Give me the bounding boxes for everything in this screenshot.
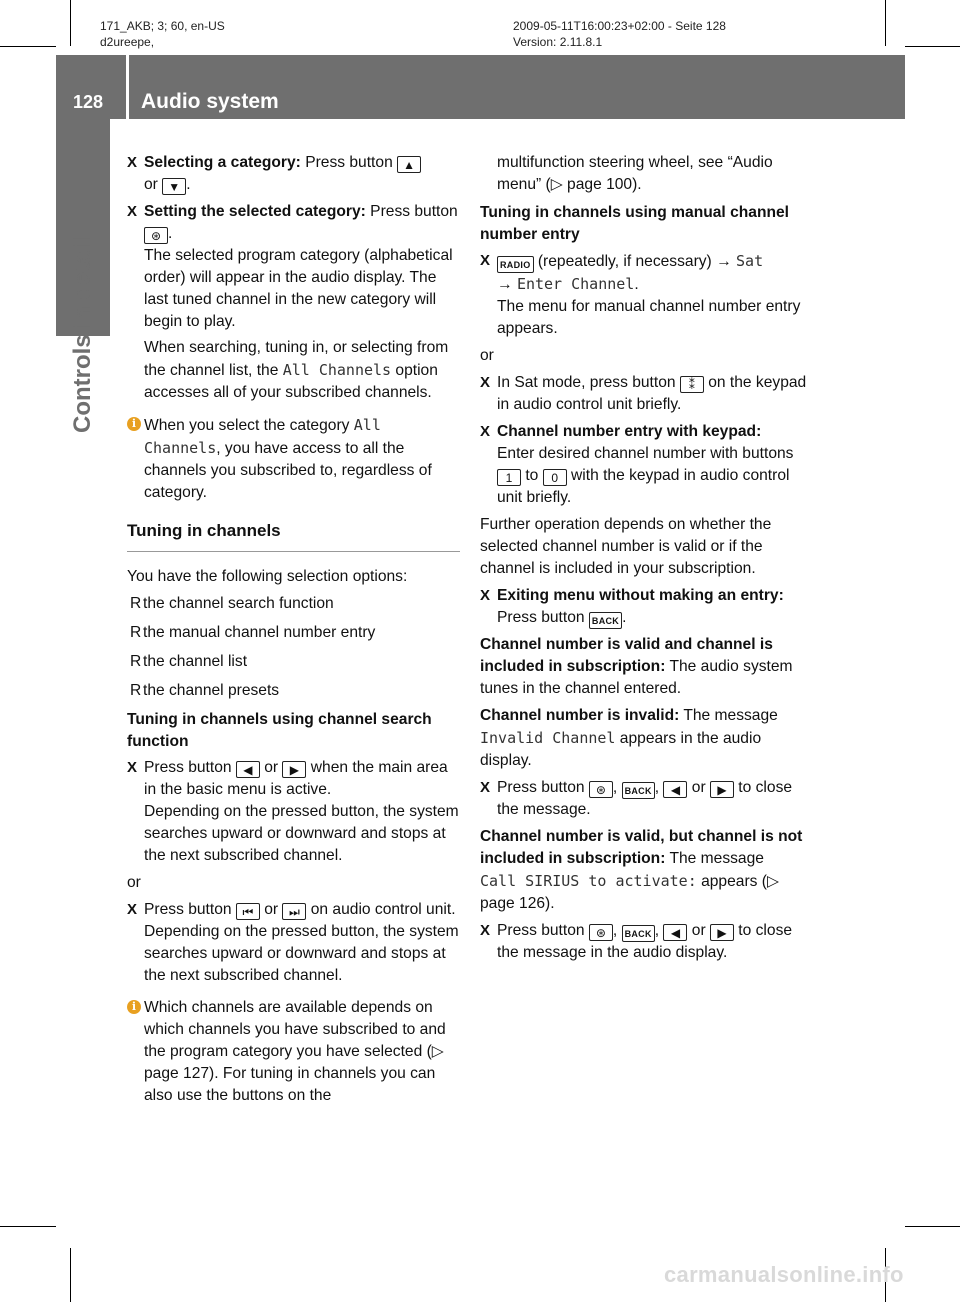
crop-mark (0, 46, 56, 47)
print-meta-line: 2009-05-11T16:00:23+02:00 - Seite 128 (513, 19, 726, 33)
bullet-icon: R (130, 682, 142, 699)
bullet-icon: R (130, 595, 142, 612)
crop-mark (70, 1248, 71, 1302)
bullet-icon: R (130, 653, 142, 670)
ok-key-icon: ⊛ (144, 227, 168, 244)
radio-key-icon: RADIO (497, 256, 534, 273)
list-item: R the channel search function (127, 593, 460, 615)
list-item: R the channel presets (127, 680, 460, 702)
step-detail: Enter desired channel number with buttons 1 to 0 with the keypad in audio control unit briefly. (497, 445, 794, 506)
body-text: Channel number is valid, but channel is not included in subscription: The message Call SIRIUS to activate: appears (▷ page 126). (480, 828, 803, 912)
ok-key-icon: ⊛ (589, 924, 613, 941)
instruction-step (480, 372, 814, 416)
step-detail: The menu for manual channel number entry appears. (497, 298, 801, 337)
back-key-icon: BACK (622, 925, 655, 942)
body-text: Channel number is valid and channel is included in subscription: The audio system tunes in the channel entered. (480, 636, 793, 697)
step-text: Press button ◀ or ▶ when the main area in the basic menu is active. (144, 759, 448, 798)
crop-mark (905, 46, 960, 47)
left-key-icon: ◀ (663, 924, 687, 941)
back-key-icon: BACK (589, 612, 622, 629)
page-header (56, 55, 905, 119)
watermark: carmanualsonline.info (664, 1262, 904, 1287)
info-text: When you select the category All Channels, you have access to all the channels you subscribed to, regardless of category. (144, 416, 432, 501)
crop-mark (70, 0, 71, 46)
print-meta-line: d2ureepe, (100, 35, 155, 49)
step-title: Exiting menu without making an entry: (497, 587, 784, 604)
step-arrow-icon: X (480, 922, 491, 939)
body-text: Further operation depends on whether the selected channel number is valid or if the channel is included in your subscription. (480, 516, 772, 577)
step-title: Channel number entry with keypad: (497, 423, 762, 440)
instruction-step (480, 777, 814, 821)
subsection-heading: Tuning in channels using channel search function (127, 711, 432, 750)
print-meta-right (513, 18, 726, 50)
down-key-icon: ▼ (162, 178, 186, 195)
hash-key-icon: ⁑ (680, 376, 704, 393)
step-detail: When searching, tuning in, or selecting from the channel list, the All Channels option accesses all of your subscribed channels. (144, 339, 449, 401)
right-key-icon: ▶ (710, 781, 734, 798)
step-arrow-icon: X (480, 252, 491, 269)
info-icon: i (127, 417, 141, 431)
ok-key-icon: ⊛ (589, 781, 613, 798)
step-text: Press button ⏮ or ⏭ on audio control unit. (144, 901, 456, 919)
body-text: Channel number is invalid: The message Invalid Channel appears in the audio display. (480, 707, 778, 769)
step-detail: Press button BACK . (497, 607, 814, 629)
right-key-icon: ▶ (282, 761, 306, 778)
step-arrow-icon: X (127, 203, 138, 220)
info-text: Which channels are available depends on which channels you have subscribed to and the program category you have selected (▷ page 127). For tuning in channels you can also use the buttons on the (144, 999, 446, 1104)
step-text: RADIO (repeatedly, if necessary) → Sat → Enter Channel. (497, 252, 764, 293)
page-number: 128 (73, 92, 104, 112)
section-heading: Tuning in channels (127, 520, 460, 552)
step-detail: Depending on the pressed button, the system searches upward or downward and stops at the next subscribed channel. (144, 923, 459, 984)
or-text: or (127, 874, 141, 891)
instruction-step (480, 920, 814, 964)
instruction-step (480, 421, 814, 509)
instruction-step (127, 757, 460, 867)
instruction-step (480, 585, 814, 629)
chapter-label (60, 133, 106, 433)
info-note (127, 414, 460, 504)
left-key-icon: ◀ (236, 761, 260, 778)
list-item: R the channel list (127, 651, 460, 673)
step-arrow-icon: X (127, 154, 138, 171)
next-track-key-icon: ⏭ (282, 903, 306, 920)
step-text: Press button ⊛ , BACK , ◀ or ▶ to close the message. (497, 779, 793, 818)
instruction-step (127, 201, 460, 404)
instruction-step (127, 899, 460, 987)
step-text: Selecting a category: Press button ▲ or ▼ . (144, 152, 460, 196)
left-key-icon: ◀ (663, 781, 687, 798)
step-arrow-icon: X (480, 423, 491, 440)
instruction-step (480, 250, 814, 340)
step-text: In Sat mode, press button ⁑ on the keypad in audio control unit briefly. (497, 374, 807, 413)
crop-mark (885, 0, 886, 46)
previous-track-key-icon: ⏮ (236, 903, 260, 920)
print-meta-line: Version: 2.11.8.1 (513, 35, 603, 49)
right-key-icon: ▶ (710, 924, 734, 941)
back-key-icon: BACK (622, 782, 655, 799)
step-arrow-icon: X (480, 779, 491, 796)
crop-mark (0, 1226, 56, 1227)
step-arrow-icon: X (480, 374, 491, 391)
page-reference[interactable]: (▷ page 127) (144, 1043, 444, 1082)
info-note (127, 997, 460, 1107)
intro-text: You have the following selection options: (127, 568, 408, 585)
step-arrow-icon: X (127, 901, 138, 918)
step-detail: Depending on the pressed button, the system searches upward or downward and stops at the next subscribed channel. (144, 803, 459, 864)
info-icon: i (127, 1000, 141, 1014)
step-detail: The selected program category (alphabetical order) will appear in the audio display. The last tuned channel in the new category will begin to play. (144, 247, 453, 330)
list-item: R the manual channel number entry (127, 622, 460, 644)
print-meta-left (100, 18, 225, 50)
header-divider (126, 55, 129, 119)
print-meta-line: 171_AKB; 3; 60, en-US (100, 19, 225, 33)
up-key-icon: ▲ (397, 156, 421, 173)
chapter-label-text: Controls in detail (69, 236, 96, 433)
subsection-heading: Tuning in channels using manual channel number entry (480, 204, 790, 243)
left-column (127, 152, 460, 1112)
bullet-icon: R (130, 624, 142, 641)
step-arrow-icon: X (127, 759, 138, 776)
crop-mark (905, 1226, 960, 1227)
digit-zero-key-icon: 0 (543, 469, 567, 486)
instruction-step (127, 152, 460, 196)
step-text: Setting the selected category: Press button ⊛ . (144, 203, 458, 243)
or-text: or (480, 347, 494, 364)
step-text: Press button ⊛ , BACK , ◀ or ▶ to close the message in the audio display. (497, 922, 793, 961)
continued-text: multifunction steering wheel, see “Audio menu” (▷ page 100). (497, 154, 773, 193)
right-column (480, 152, 814, 969)
page-title: Audio system (141, 90, 279, 113)
digit-one-key-icon: 1 (497, 469, 521, 486)
step-arrow-icon: X (480, 587, 491, 604)
